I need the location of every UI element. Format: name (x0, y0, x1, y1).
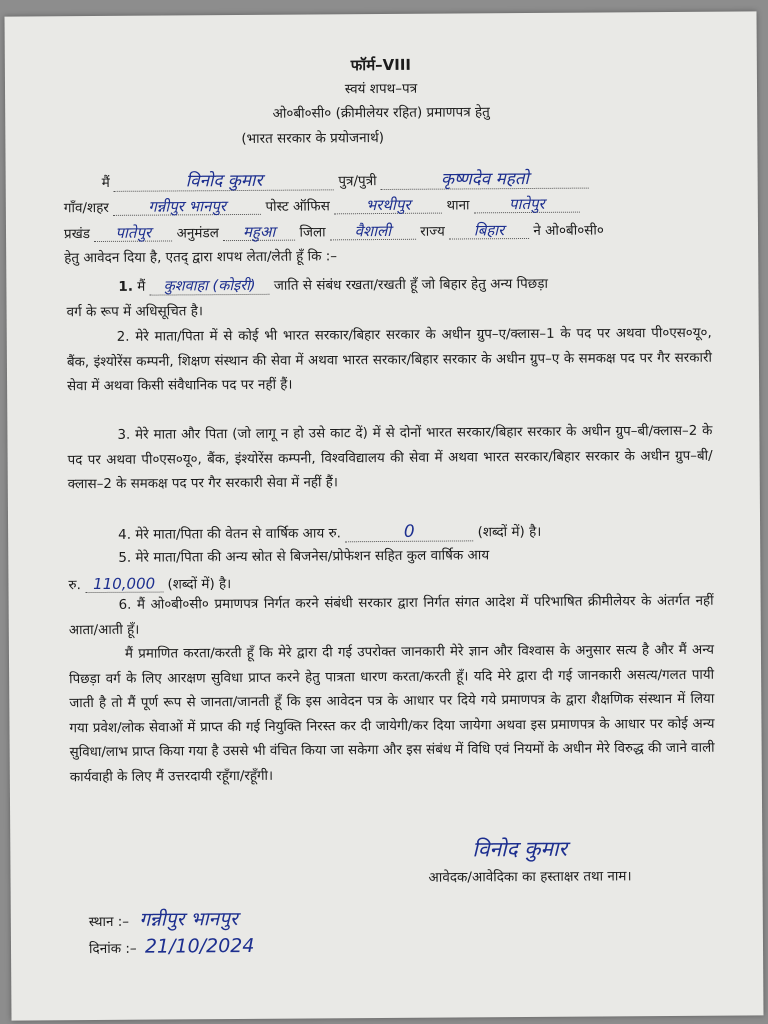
intro-line-1 (101, 168, 589, 192)
point-6: 6. मैं ओ०बी०सी० प्रमाणपत्र निर्गत करने संबंधी सरकार द्वारा निर्गत संगत आदेश में परिभाषित क्रीमीलेयर के अंतर्गत नहीं आता/आती हूँ। (68, 593, 714, 638)
post-office-value: भरथीपुर (334, 198, 442, 215)
intro-prefix: मैं (101, 174, 110, 191)
point-4-suffix: (शब्दों में) है। (477, 523, 542, 541)
point-5-suffix: (शब्दों में) है। (167, 576, 232, 593)
point-3: 3. मेरे माता और पिता (जो लागू न हो उसे काट दें) में से दोनों भारत सरकार/बिहार सरकार के अधीन ग्रुप–बी/क्लास–2 के पद पर अथवा पी०एस०यू०, बैंक, इंश्योरेंस कम्पनी, विश्वविद्यालय की सेवा में अथवा भारत सरकार/बिहार सरकार के अधीन ग्रुप–बी/क्लास–2 के समकक्ष पद पर गैर सरकारी सेवा में नहीं हैं। (67, 423, 713, 493)
date-label: दिनांक :– (88, 940, 137, 958)
village-value: गन्नीपुर भानपुर (113, 199, 261, 216)
point-5-prefix: रु. (68, 577, 81, 594)
parent-name: कृष्णदेव महतो (381, 171, 589, 190)
form-purpose: ओ०बी०सी० (क्रीमीलेयर रहित) प्रमाणपत्र हेतु (272, 104, 490, 122)
affidavit-sheet (5, 11, 764, 1020)
district-label: जिला (299, 224, 326, 241)
point-5-line-1: 5. मेरे माता/पिता की अन्य स्रोत से बिजनेस/प्रोफेशन सहित कुल वार्षिक आय (118, 547, 490, 566)
state-value: बिहार (449, 223, 529, 240)
point-1-line-2: वर्ग के रूप में अधिसूचित है। (66, 303, 204, 321)
form-note: (भारत सरकार के प्रयोजनार्थ) (241, 129, 385, 147)
point-2: 2. मेरे माता/पिता में से कोई भी भारत सरकार/बिहार सरकार के अधीन ग्रुप–ए/क्लास–1 के पद पर अथवा पी०एस०यू०, बैंक, इंश्योरेंस कम्पनी, शिक्षण संस्थान की सेवा में अथवा भारत सरकार/बिहार सरकार के अधीन ग्रुप–ए के समकक्ष पद पर गैर सरकारी सेवा में अथवा किसी संवैधानिक पद पर नहीं हैं। (66, 325, 712, 395)
thana-value: पातेपुर (474, 197, 580, 214)
place-row (89, 910, 238, 930)
point-1-prefix: मैं (137, 278, 146, 295)
caste-value: कुशवाहा (कोइरी) (150, 279, 270, 295)
other-income-value: 110,000 (85, 577, 163, 594)
intro-line-2 (63, 194, 580, 217)
place-value: गन्नीपुर भानपुर (139, 908, 238, 931)
applicant-signature: विनोद कुमार (472, 836, 568, 862)
post-label: पोस्ट ऑफिस (265, 198, 330, 215)
intro-line-4: हेतु आवेदन दिया है, एतद् द्वारा शपथ लेता/लेती हूँ कि :– (64, 248, 338, 267)
point-1-line-1 (118, 277, 548, 295)
district-value: वैशाली (330, 224, 416, 241)
date-row (88, 934, 255, 958)
point-1-number: 1. (118, 278, 133, 295)
subdivision-label: अनुमंडल (176, 225, 219, 242)
form-number: फॉर्म–VIII (350, 55, 412, 75)
applicant-name: विनोद कुमार (114, 172, 334, 192)
block-value: पातेपुर (94, 225, 172, 242)
state-label: राज्य (420, 223, 445, 240)
signature-caption: आवेदक/आवेदिका का हस्ताक्षर तथा नाम। (428, 868, 632, 886)
relation-label: पुत्र/पुत्री (338, 173, 377, 190)
point-5-line-2 (68, 576, 231, 593)
date-value: 21/10/2024 (144, 934, 255, 958)
intro-line-3 (64, 222, 604, 242)
form-subtitle: स्वयं शपथ–पत्र (344, 80, 418, 98)
place-label: स्थान :– (88, 913, 130, 931)
village-label: गाँव/शहर (63, 199, 109, 217)
salary-income-value: 0 (345, 523, 473, 542)
point-4 (118, 523, 541, 544)
point-1-text: जाति से संबंध रखता/रखती हूँ जो बिहार हेतु अन्य पिछड़ा (273, 275, 549, 294)
declaration-text: मैं प्रमाणित करता/करती हूँ कि मेरे द्वारा दी गई उपरोक्त जानकारी मेरे ज्ञान और विश्वास के अनुसार सत्य है और मैं अन्य पिछड़ा वर्ग के लिए आरक्षण सुविधा प्राप्त करने हेतु पात्रता धारण करता/करती हूँ। यदि मेरे द्वारा दी गई जानकारी असत्य/गलत पायी जाती है तो मैं पूर्ण रूप से जानता/जानती हूँ कि इस आवेदन पत्र के आधार पर दिये गये प्रमाणपत्र के द्वारा शैक्षणिक संस्थान में लिया गया प्रवेश/लोक सेवाओं में प्राप्त की गई नियुक्ति निरस्त कर दी जायेगी/कर दिया जायेगा अथवा इस प्रमाणपत्र के आधार पर कोई अन्य सुविधा/लाभ प्राप्त किया गया है उससे भी वंचित किया जा सकेगा और इस संबंध में विधि एवं नियमों के अधीन मेरे विरुद्ध की जाने वाली कार्यवाही के लिए मैं उत्तरदायी रहूँगा/रहूँगी। (69, 642, 715, 786)
intro-tail: ने ओ०बी०सी० (533, 222, 604, 239)
point-4-text: 4. मेरे माता/पिता की वेतन से वार्षिक आय रु. (118, 525, 342, 543)
thana-label: थाना (446, 197, 470, 214)
subdivision-value: महुआ (223, 225, 295, 242)
block-label: प्रखंड (63, 226, 91, 243)
